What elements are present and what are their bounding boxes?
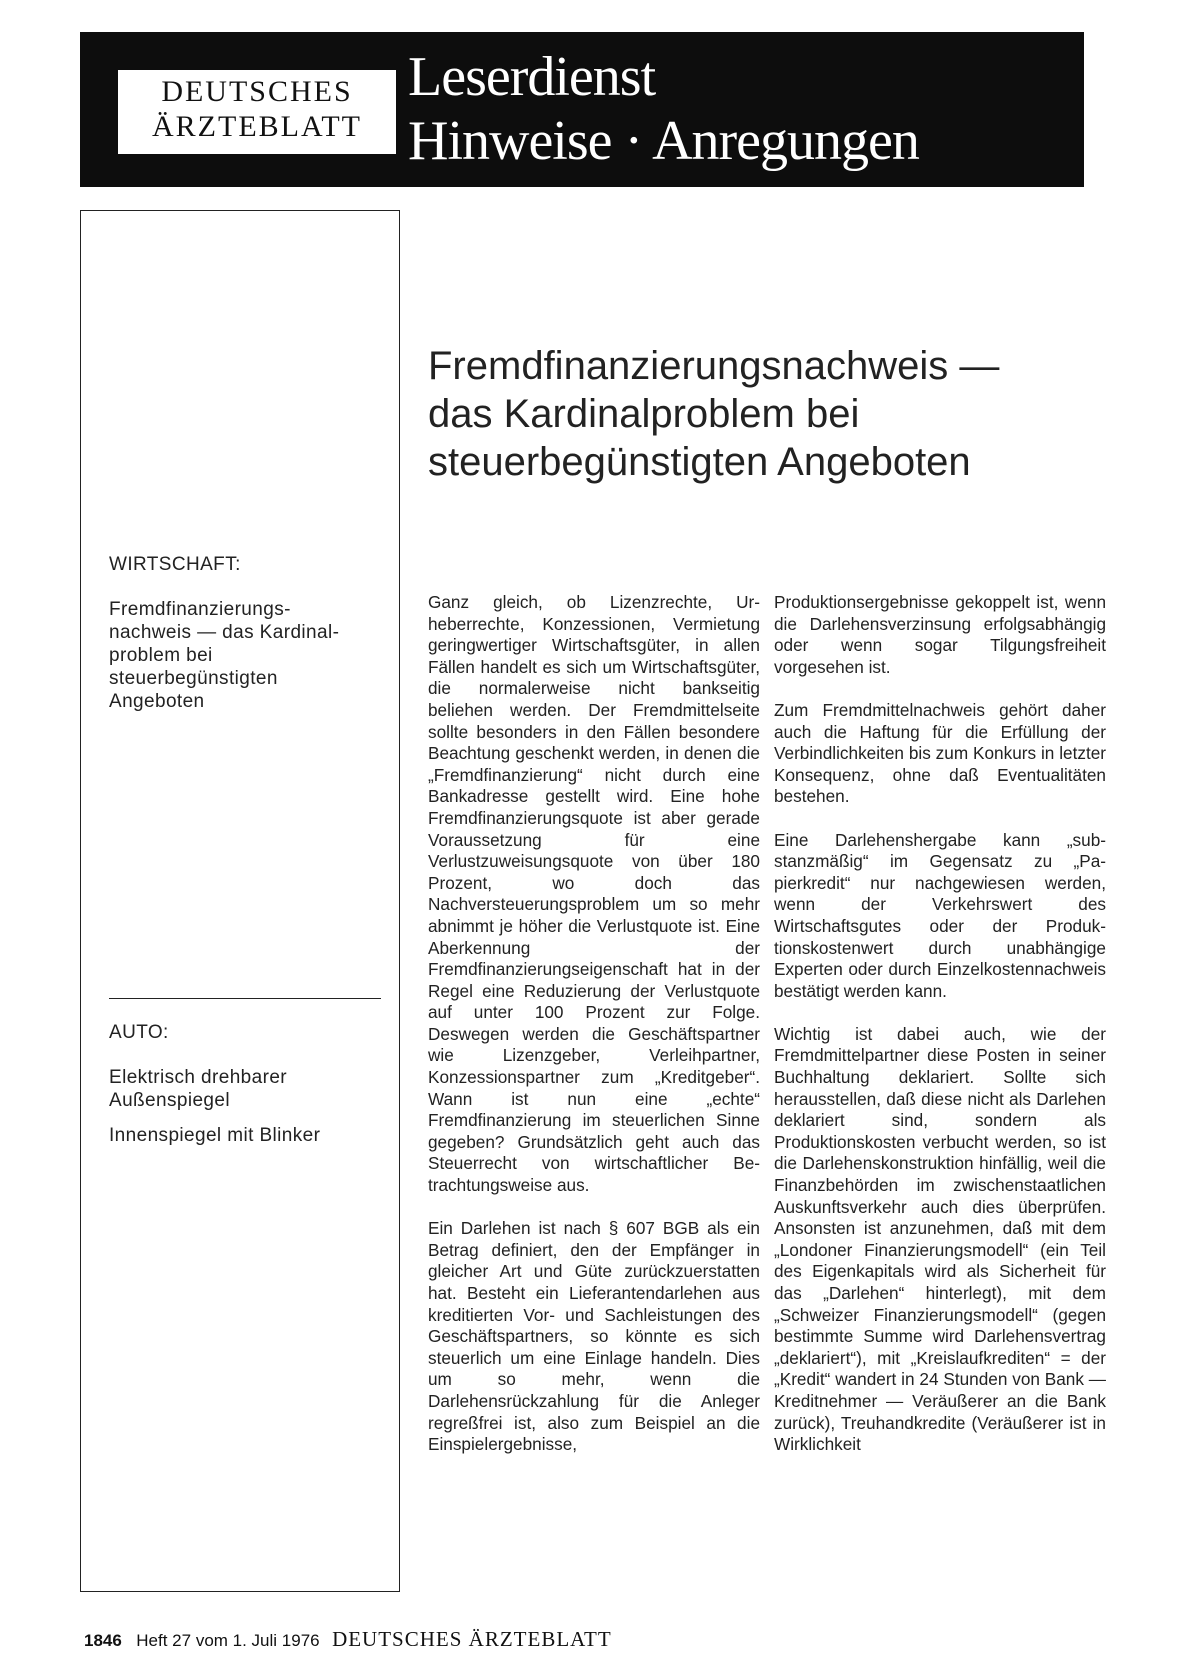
contents-heading: AUTO: [109,1022,169,1043]
journal-logo [118,70,396,154]
masthead [80,32,1084,187]
journal-name: DEUTSCHES ÄRZTEBLATT [332,1627,612,1651]
article-title [428,342,1108,486]
contents-divider [109,998,381,999]
page-footer [84,1627,612,1652]
contents-heading: WIRTSCHAFT: [109,554,241,575]
article-title-line: Fremdfinanzierungsnachweis — [428,344,1000,388]
page-number: 1846 [84,1631,122,1650]
article-paragraph: Eine Darlehenshergabe kann „substanzmäßig“ im Gegensatz zu „Papierkredit“ nur nachgewiesen werden, wenn der Verkehrswert des Wirtschaftsgutes oder der Produktionskostenwert durch unabhängige Experten oder durch Einzelkostennachweis bestätigt werden kann. [774,829,1106,1001]
article-paragraph: Wichtig ist dabei auch, wie der Fremdmittelpartner diese Posten in seiner Buchhaltung deklariert. Sollte sich herausstellen, daß diese nicht als Darlehen deklariert sind, sondern als Produktionskosten verbucht werden, so ist die Darlehenskonstruktion hinfällig, weil die Finanzbehörden im zwischenstaatlichen Auskunftsverkehr auch dies überprüfen. Ansonsten ist anzunehmen, daß mit dem „Londoner Finanzierungsmodell“ (ein Teil des Eigenkapitals wird als Sicherheit für das „Darlehen“ hinterlegt), mit dem „Schweizer Finanzierungsmodell“ (gegen bestimmte Summe wird Darlehensvertrag „deklariert“), mit „Kreislaufkrediten“ = der „Kredit“ wandert in 24 Stunden von Bank — Kreditnehmer — Veräußerer an die Bank zurück), Treuhandkredite (Veräußerer ist in Wirklichkeit [774,1023,1106,1455]
article-paragraph: Zum Fremdmittelnachweis gehört daher auch die Haftung für die Erfüllung der Verbindlichkeiten bis zum Konkurs in letzter Konsequenz, ohne daß Eventualitäten bestehen. [774,699,1106,807]
article-title-line: das Kardinalproblem bei [428,392,860,436]
article-title-line: steuerbegünstigten Angeboten [428,440,971,484]
article-paragraph: Ein Darlehen ist nach § 607 BGB als ein Betrag definiert, den der Empfänger in gleicher Art und Güte zurückzuerstatten hat. Besteht ein Lieferantendarlehen aus kreditierten Vor- und Sachleistungen des Geschäftspartners, so könnte es sich steuerlich um eine Einlage handeln. Dies um so mehr, wenn die Darlehensrückzahlung für die Anleger regreßfrei ist, also zum Beispiel an die Einspielergebnisse, [428,1218,760,1455]
article-column-2 [774,592,1106,1477]
contents-section-wirtschaft [109,553,379,725]
article-column-1 [428,592,760,1477]
article-paragraph: Ganz gleich, ob Lizenzrechte, Urheberrechte, Konzessionen, Vermietung geringwertiger Wirtschaftsgüter, in allen Fällen handelt es sich um Wirtschaftsgüter, die normalerweise nicht bankseitig beliehen werden. Der Fremdmittelseite sollte besonders in den Fällen besondere Beachtung geschenkt werden, in denen die „Fremdfinanzierung“ nicht durch eine Bankadresse gestellt wird. Eine hohe Fremdfinanzierungsquote ist aber gerade Voraussetzung für eine Verlustzuweisungsquote von über 180 Prozent, wo doch das Nachversteuerungsproblem um so mehr abnimmt je höher die Verlustquote ist. Eine Aberkennung der Fremdfinanzierungseigenschaft hat in der Regel eine Reduzierung der Verlustquote auf unter 100 Prozent zur Folge. Deswegen werden die Geschäftspartner wie Lizenzgeber, Verleihpartner, Konzessionspartner zum „Kreditgeber“. Wann ist nun eine „echte“ Fremdfinanzierung im steuerlichen Sinne gegeben? Grundsätzlich geht auch das Steuerrecht von wirtschaftlicher Betrachtungsweise aus. [428,592,760,1196]
logo-line-2: ÄRZTEBLATT [152,110,362,143]
contents-item: Innenspiegel mit Blinker [109,1125,321,1146]
contents-box [80,210,400,1592]
contents-item: Fremdfinanzierungs- nachweis — das Kardinal- problem bei steuerbegünstigten Angeboten [109,599,340,712]
article-paragraph: Produktionsergebnisse gekoppelt ist, wenn die Darlehensverzinsung erfolgsabhängig oder wenn sogar Tilgungsfreiheit vorgesehen ist. [774,592,1106,677]
issue-info: Heft 27 vom 1. Juli 1976 [136,1631,320,1650]
logo-line-1: DEUTSCHES [161,75,353,108]
section-title-line-1: Leserdienst [408,46,656,108]
contents-section-auto [109,1021,379,1159]
section-title-line-2: Hinweise · Anregungen [408,110,919,172]
contents-item: Elektrisch drehbarer Außenspiegel [109,1067,288,1111]
